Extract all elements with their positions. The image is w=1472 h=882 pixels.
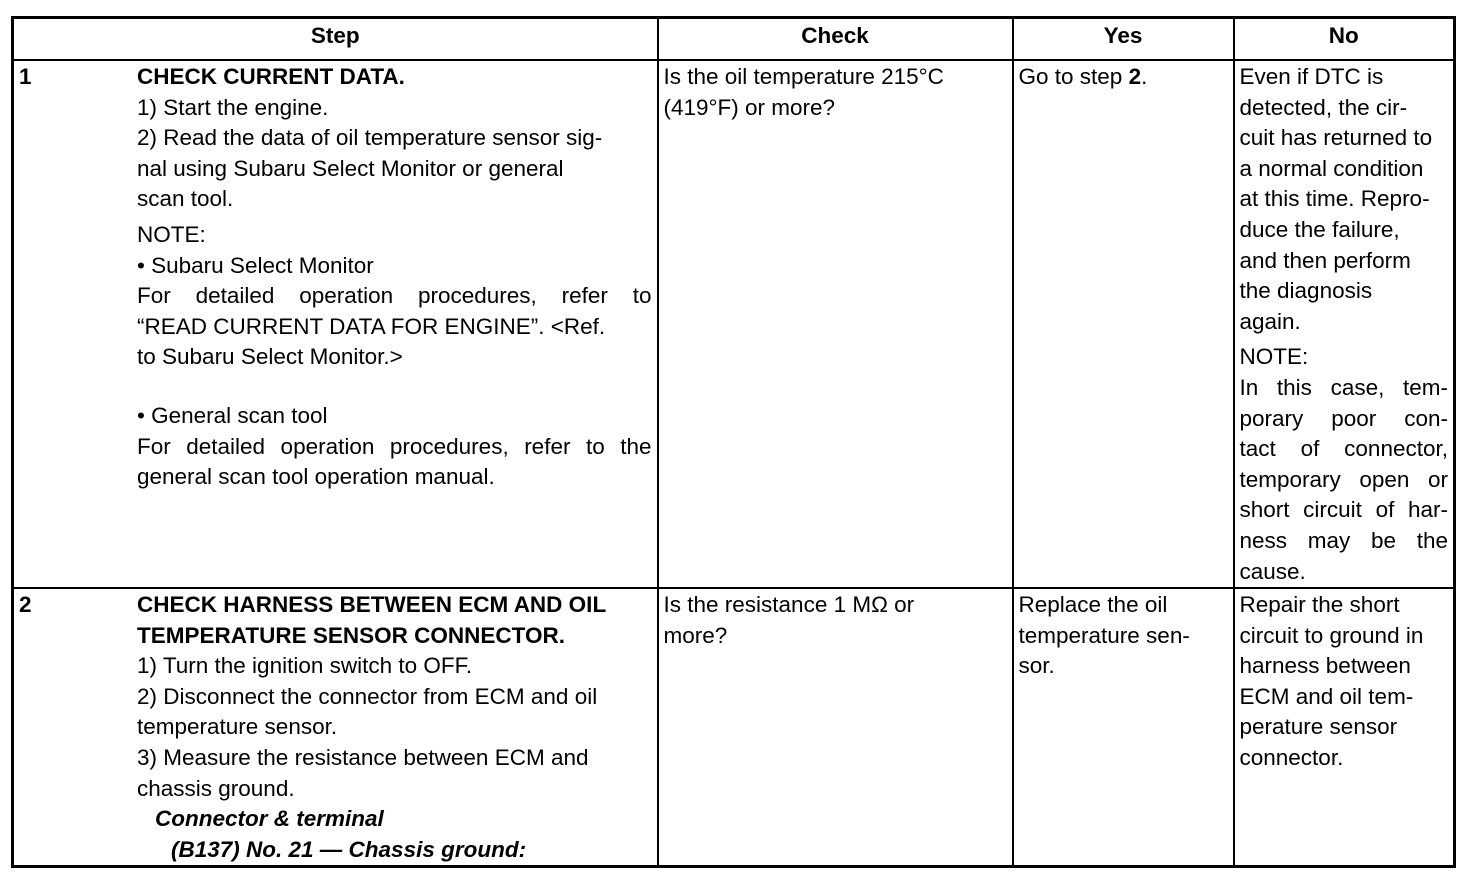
- no-text: cuit has returned to: [1239, 125, 1433, 151]
- no-note-text: cause.: [1239, 558, 1306, 584]
- step-title: TEMPERATURE SENSOR CONNECTOR.: [137, 622, 565, 648]
- no-note-label: NOTE:: [1239, 344, 1309, 370]
- yes-text: Replace the oil: [1018, 592, 1168, 618]
- no-text: Even if DTC is: [1239, 64, 1384, 89]
- check-cell: [658, 588, 1013, 867]
- note-label: NOTE:: [137, 221, 206, 247]
- no-note-text: temporary open or: [1239, 466, 1448, 492]
- check-text: Is the resistance 1 MΩ or: [663, 592, 915, 618]
- no-cell: [1234, 60, 1455, 588]
- note-text: For detailed operation procedures, refer to: [137, 283, 652, 309]
- step-number: 1: [19, 64, 32, 89]
- step-number: 2: [19, 592, 32, 618]
- step-instruction: temperature sensor.: [137, 714, 338, 740]
- step-instruction: chassis ground.: [137, 775, 295, 801]
- note-bullet: • General scan tool: [137, 402, 328, 428]
- no-note-text: porary poor con-: [1239, 405, 1448, 431]
- step-instruction: 2) Disconnect the connector from ECM and oil: [137, 683, 598, 709]
- step-instruction: scan tool.: [137, 186, 234, 212]
- step-cell: [13, 60, 658, 588]
- no-text: at this time. Repro-: [1239, 186, 1430, 212]
- step-title: CHECK HARNESS BETWEEN ECM AND OIL: [137, 592, 607, 618]
- yes-step-ref: 2: [1128, 64, 1142, 89]
- header-yes: Yes: [1013, 18, 1234, 61]
- note-text: to Subaru Select Monitor.>: [137, 344, 403, 370]
- table-row: [13, 60, 1455, 588]
- yes-text: Go to step: [1018, 64, 1129, 89]
- no-text: a normal condition: [1239, 155, 1424, 181]
- no-cell: [1234, 588, 1455, 867]
- step-instruction: nal using Subaru Select Monitor or general: [137, 155, 564, 181]
- no-text: harness between: [1239, 653, 1411, 679]
- yes-text: sor.: [1018, 653, 1055, 679]
- no-text: connector.: [1239, 745, 1344, 771]
- step-cell: [13, 588, 658, 867]
- no-text: circuit to ground in: [1239, 622, 1424, 648]
- header-check: Check: [658, 18, 1013, 61]
- check-text: more?: [663, 622, 728, 648]
- step-instruction: 1) Turn the ignition switch to OFF.: [137, 653, 473, 679]
- note-text: “READ CURRENT DATA FOR ENGINE”. <Ref.: [137, 313, 606, 339]
- step-instruction: 1) Start the engine.: [137, 94, 329, 120]
- note-text: general scan tool operation manual.: [137, 464, 495, 490]
- step-instruction: 3) Measure the resistance between ECM and: [137, 745, 589, 771]
- yes-text-end: .: [1141, 64, 1148, 89]
- diagnostic-table: [11, 16, 1456, 868]
- no-text: the diagnosis: [1239, 278, 1373, 304]
- no-text: perature sensor: [1239, 714, 1398, 740]
- note-bullet: • Subaru Select Monitor: [137, 252, 374, 278]
- yes-cell: [1013, 588, 1234, 867]
- no-note-text: short circuit of har-: [1239, 497, 1448, 523]
- no-text: and then perform: [1239, 247, 1411, 273]
- step-title: CHECK CURRENT DATA.: [137, 64, 405, 89]
- no-text: ECM and oil tem-: [1239, 683, 1414, 709]
- yes-text: temperature sen-: [1018, 622, 1190, 648]
- step-instruction: 2) Read the data of oil temperature sensor sig-: [137, 125, 603, 151]
- criteria-value: (B137) No. 21 — Chassis ground:: [171, 836, 527, 862]
- header-row: [13, 18, 1455, 61]
- check-text: Is the oil temperature 215°C: [663, 64, 944, 89]
- no-note-text: ness may be the: [1239, 527, 1448, 553]
- check-text: (419°F) or more?: [663, 94, 836, 120]
- note-text: For detailed operation procedures, refer to the: [137, 433, 652, 459]
- check-cell: [658, 60, 1013, 588]
- no-note-text: In this case, tem-: [1239, 374, 1448, 400]
- yes-cell: [1013, 60, 1234, 588]
- no-note-text: tact of connector,: [1239, 436, 1448, 462]
- no-text: detected, the cir-: [1239, 94, 1408, 120]
- no-text: duce the failure,: [1239, 216, 1400, 242]
- no-text: Repair the short: [1239, 592, 1400, 618]
- header-step: Step: [13, 18, 658, 61]
- table-row: [13, 588, 1455, 867]
- header-no: No: [1234, 18, 1455, 61]
- no-text: again.: [1239, 308, 1301, 334]
- criteria-label: Connector & terminal: [155, 806, 384, 832]
